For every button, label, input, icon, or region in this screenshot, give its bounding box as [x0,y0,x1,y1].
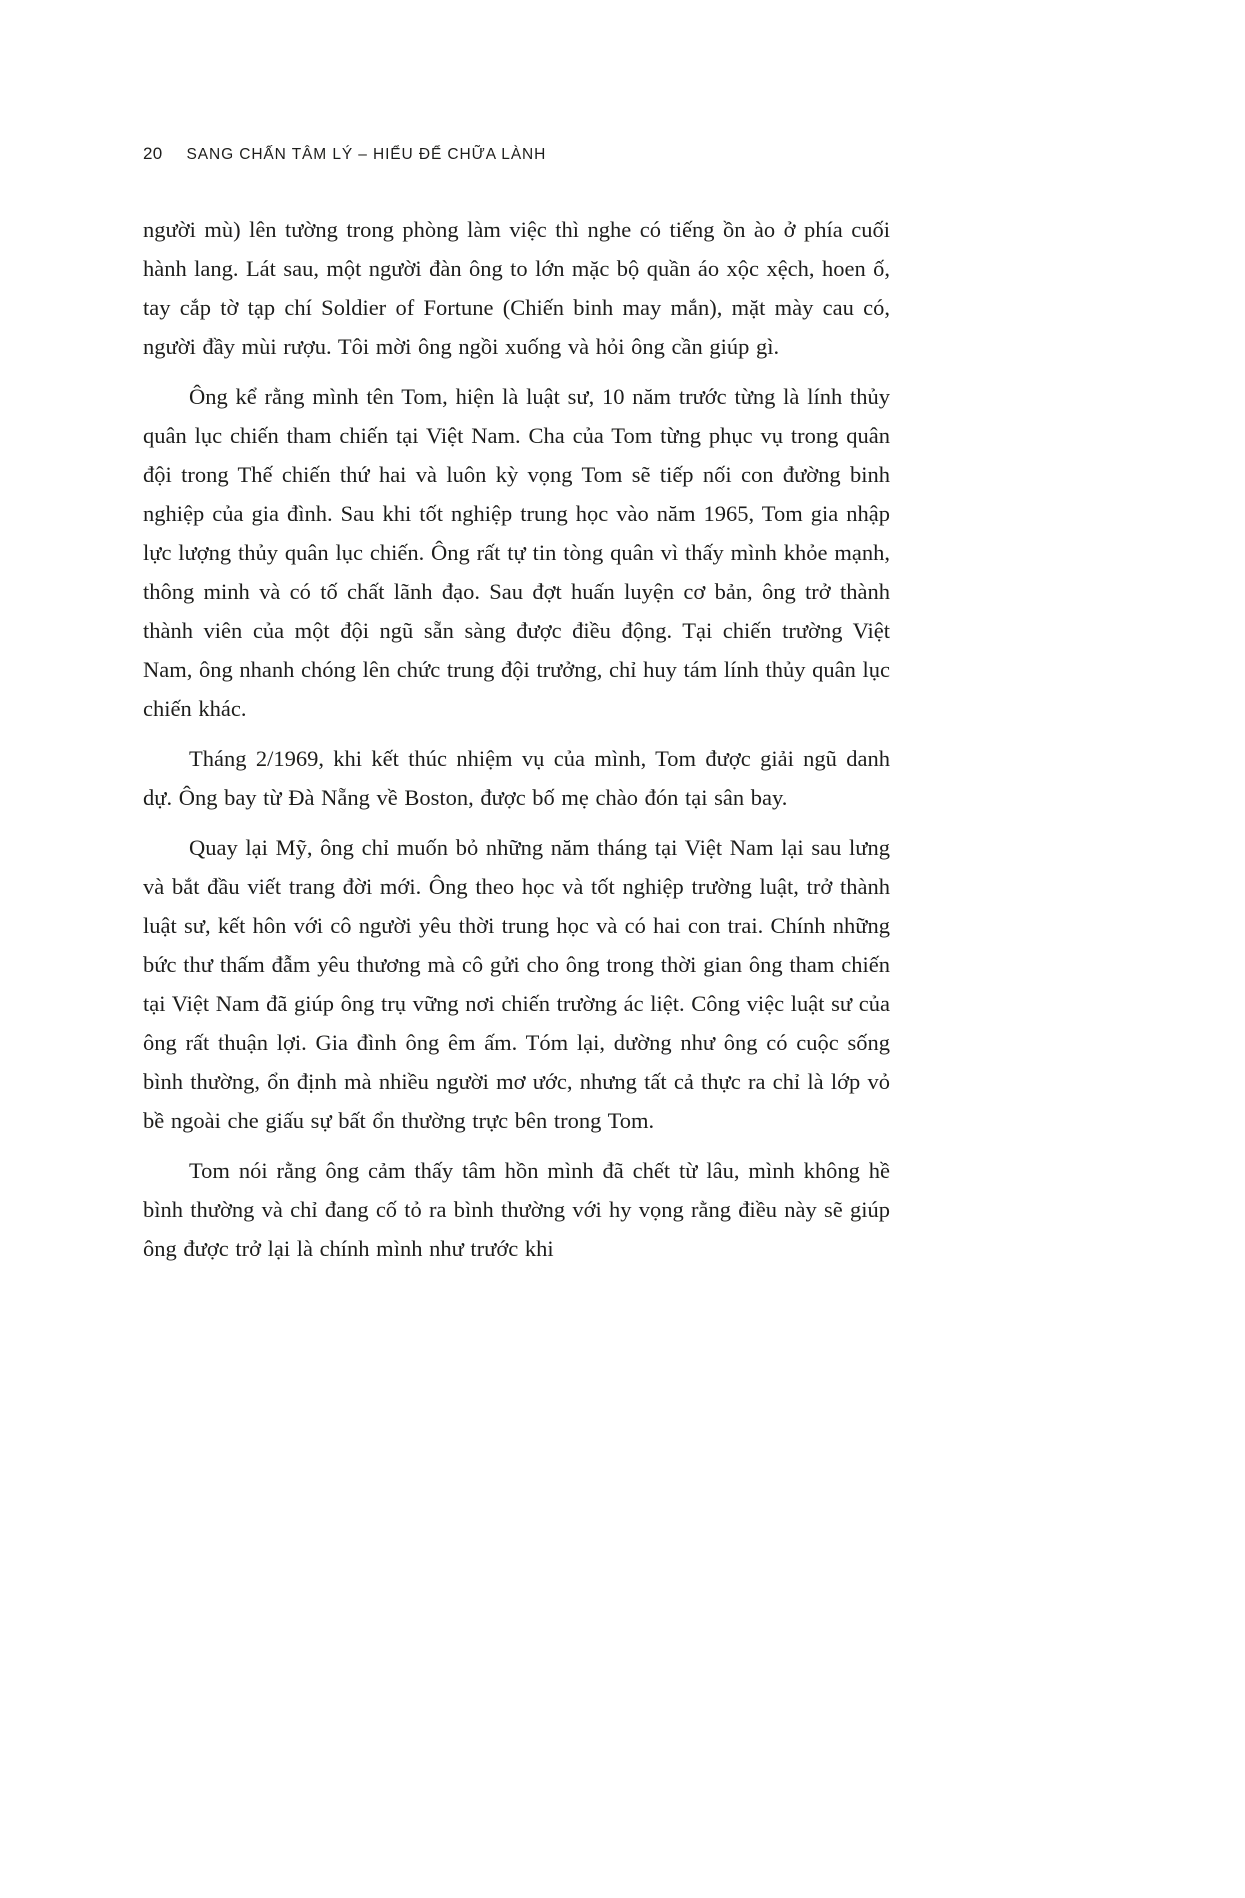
running-title: SANG CHẤN TÂM LÝ – HIỂU ĐỂ CHỮA LÀNH [186,146,547,163]
running-header [143,144,890,164]
page-number: 20 [143,144,163,163]
paragraph: người mù) lên tường trong phòng làm việc thì nghe có tiếng ồn ào ở phía cuối hành lang. Lát sau, một người đàn ông to lớn mặc bộ quần áo xộc xệch, hoen ố, tay cắp tờ tạp chí Soldier of Fortune (Chiến binh may mắn), mặt mày cau có, người đầy mùi rượu. Tôi mời ông ngồi xuống và hỏi ông cần giúp gì. [143,217,890,359]
body-text-block [143,210,890,1279]
paragraph: Tom nói rằng ông cảm thấy tâm hồn mình đã chết từ lâu, mình không hề bình thường và chỉ đang cố tỏ ra bình thường với hy vọng rằng điều này sẽ giúp ông được trở lại là chính mình như trước khi [143,1158,890,1261]
paragraph: Ông kể rằng mình tên Tom, hiện là luật sư, 10 năm trước từng là lính thủy quân lục chiến tham chiến tại Việt Nam. Cha của Tom từng phục vụ trong quân đội trong Thế chiến thứ hai và luôn kỳ vọng Tom sẽ tiếp nối con đường binh nghiệp của gia đình. Sau khi tốt nghiệp trung học vào năm 1965, Tom gia nhập lực lượng thủy quân lục chiến. Ông rất tự tin tòng quân vì thấy mình khỏe mạnh, thông minh và có tố chất lãnh đạo. Sau đợt huấn luyện cơ bản, ông trở thành thành viên của một đội ngũ sẵn sàng được điều động. Tại chiến trường Việt Nam, ông nhanh chóng lên chức trung đội trưởng, chỉ huy tám lính thủy quân lục chiến khác. [143,384,890,721]
paragraph: Quay lại Mỹ, ông chỉ muốn bỏ những năm tháng tại Việt Nam lại sau lưng và bắt đầu viết trang đời mới. Ông theo học và tốt nghiệp trường luật, trở thành luật sư, kết hôn với cô người yêu thời trung học và có hai con trai. Chính những bức thư thấm đẫm yêu thương mà cô gửi cho ông trong thời gian ông tham chiến tại Việt Nam đã giúp ông trụ vững nơi chiến trường ác liệt. Công việc luật sư của ông rất thuận lợi. Gia đình ông êm ấm. Tóm lại, dường như ông có cuộc sống bình thường, ổn định mà nhiều người mơ ước, nhưng tất cả thực ra chỉ là lớp vỏ bề ngoài che giấu sự bất ổn thường trực bên trong Tom. [143,835,890,1133]
paragraph: Tháng 2/1969, khi kết thúc nhiệm vụ của mình, Tom được giải ngũ danh dự. Ông bay từ Đà Nẵng về Boston, được bố mẹ chào đón tại sân bay. [143,746,890,810]
